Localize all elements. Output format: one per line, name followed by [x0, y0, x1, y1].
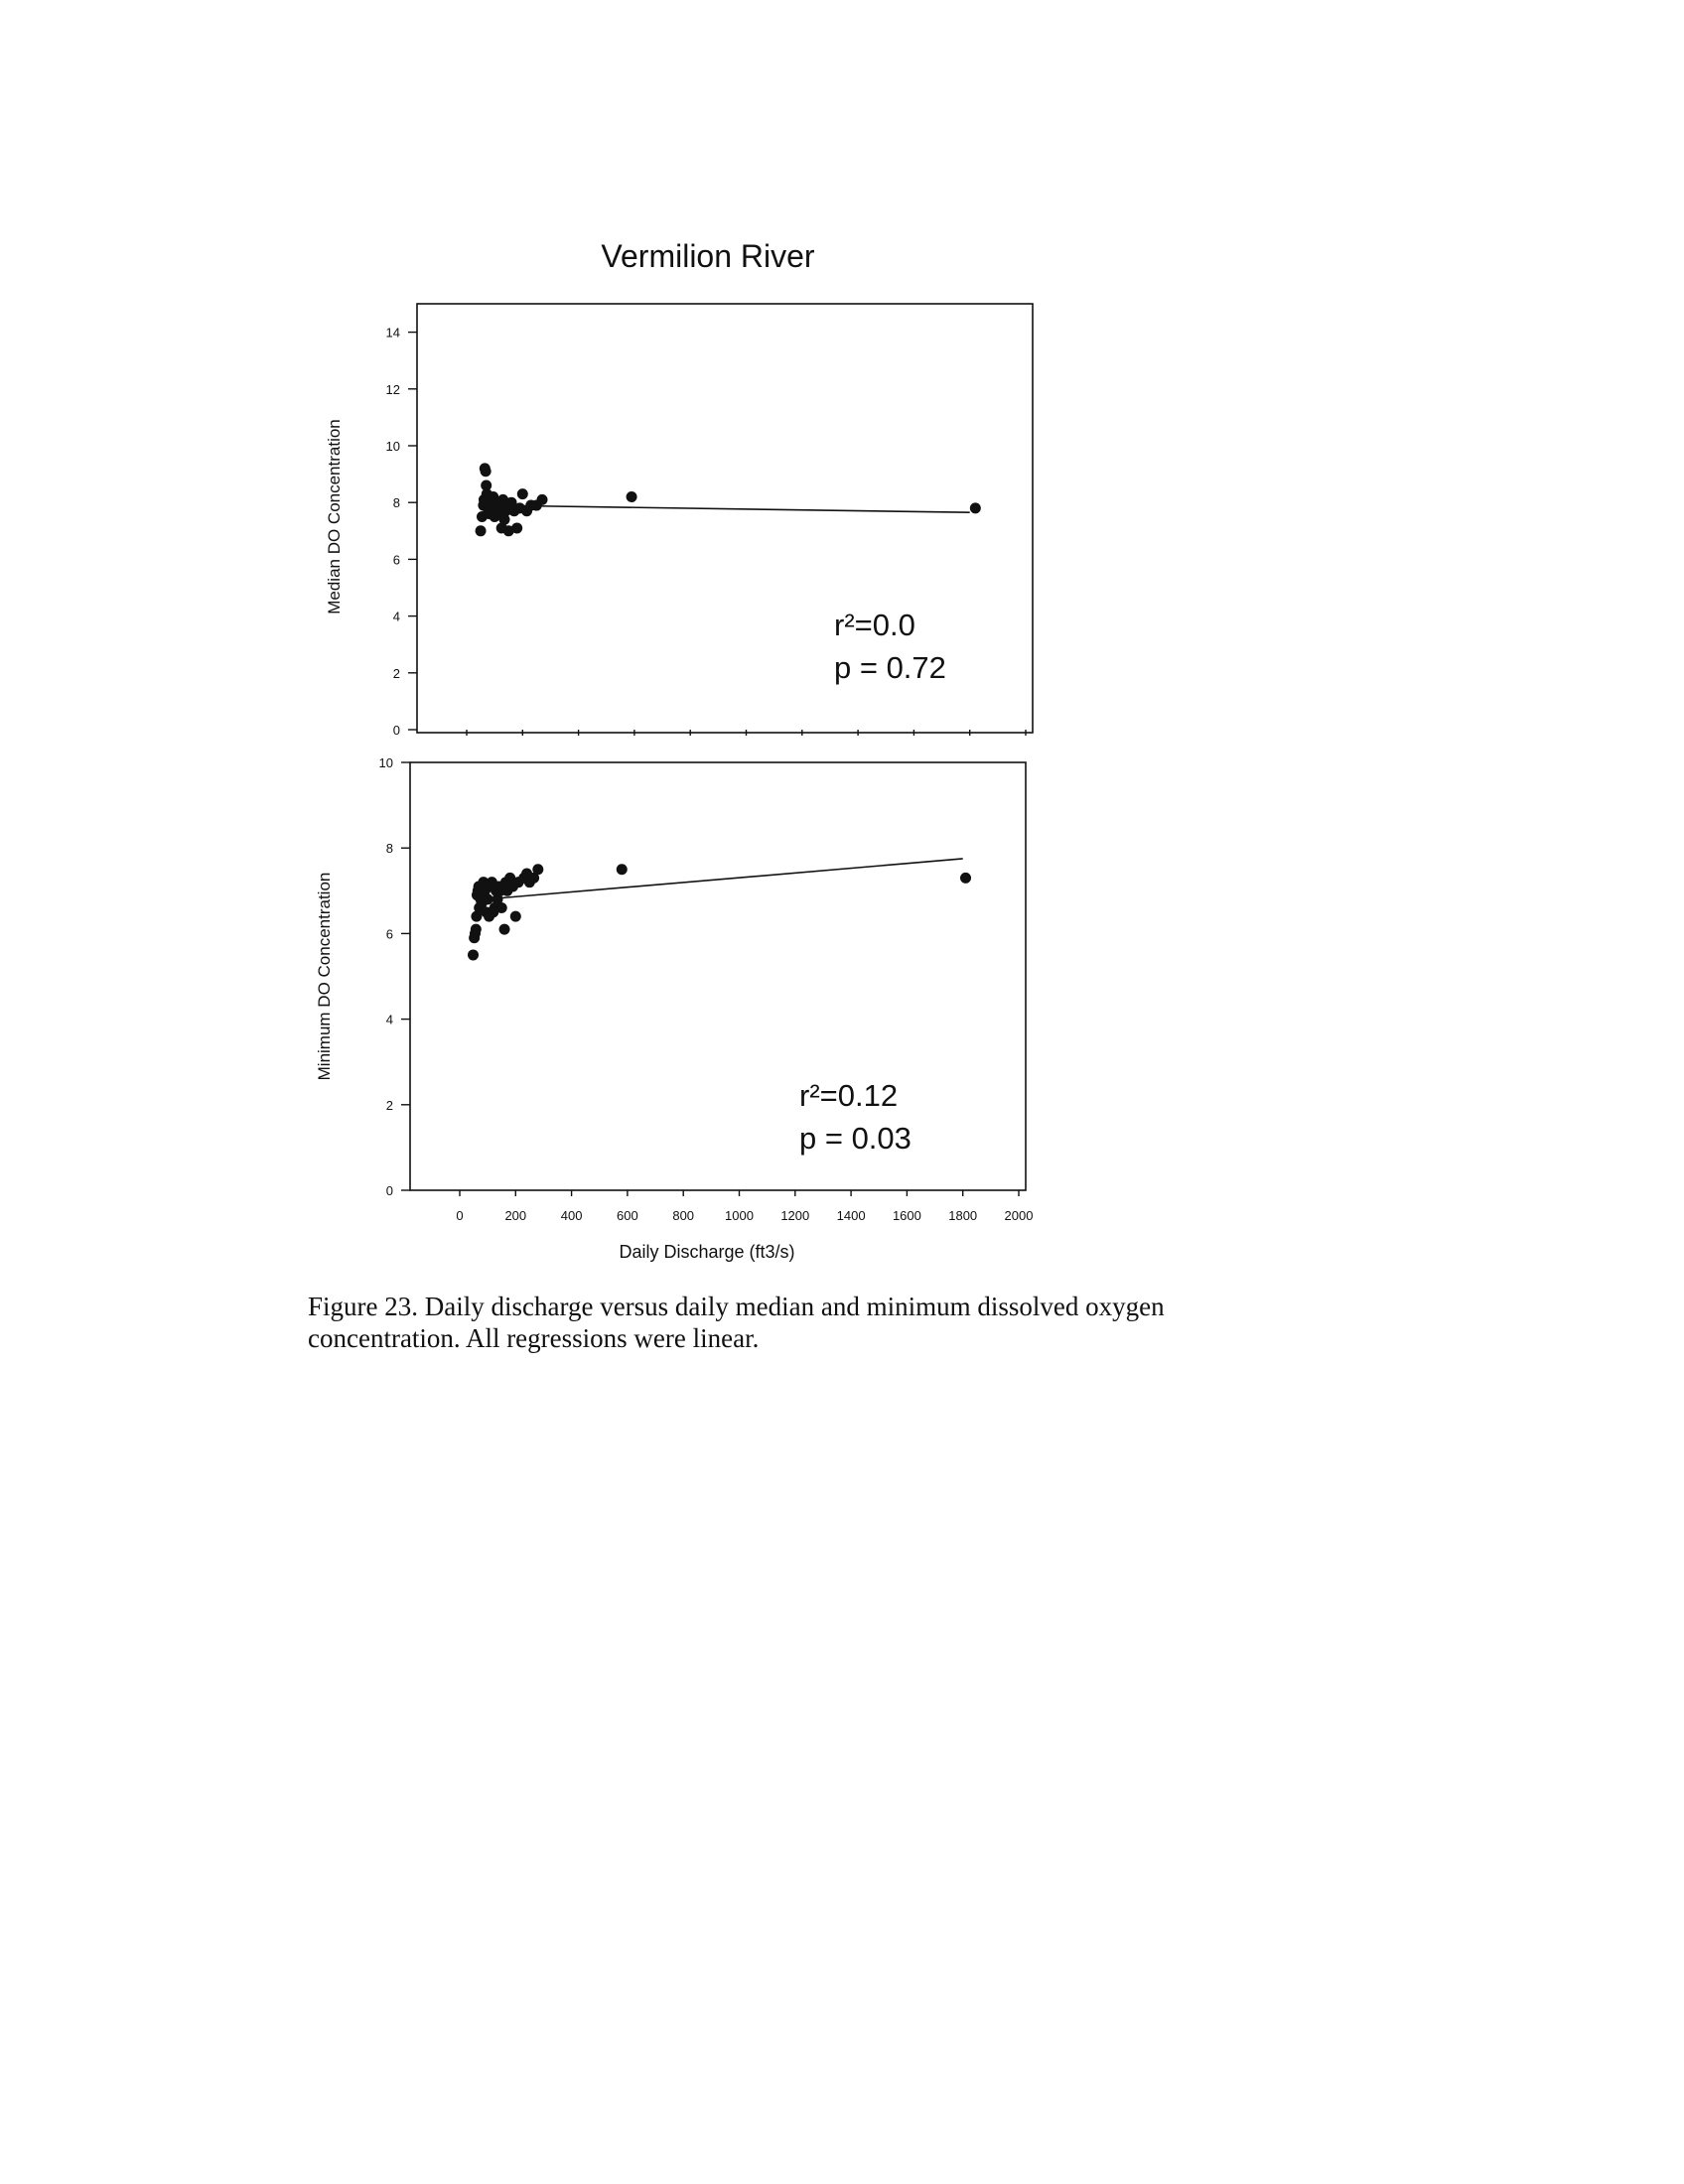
- p-value-label: p = 0.72: [834, 650, 946, 685]
- y-axis-label: Median DO Concentration: [325, 419, 344, 614]
- data-point: [496, 902, 507, 913]
- data-point: [476, 525, 487, 536]
- regression-line: [485, 859, 962, 899]
- r-squared-label: r²=0.12: [799, 1078, 899, 1113]
- y-tick-label: 6: [392, 552, 400, 568]
- data-point: [511, 522, 522, 533]
- r-squared-label: r²=0.0: [834, 608, 915, 642]
- x-tick-label: 1000: [725, 1208, 754, 1223]
- x-tick-label: 1200: [780, 1208, 810, 1223]
- data-point: [970, 502, 981, 513]
- plot-frame: [410, 762, 1026, 1190]
- x-tick-label: 400: [560, 1208, 583, 1223]
- x-tick-label: 1600: [892, 1208, 921, 1223]
- x-tick-label: 800: [672, 1208, 695, 1223]
- y-tick-label: 2: [392, 665, 400, 681]
- y-tick-label: 10: [385, 439, 400, 454]
- data-point: [517, 488, 528, 499]
- caption-line-1: Figure 23. Daily discharge versus daily median and minimum dissolved oxygen: [308, 1292, 1165, 1321]
- data-point: [481, 466, 491, 477]
- data-point: [471, 924, 482, 935]
- y-tick-label: 0: [385, 1183, 393, 1198]
- data-point: [960, 873, 971, 884]
- data-point: [617, 864, 628, 875]
- median-do-panel: [325, 304, 1033, 738]
- regression-line: [491, 505, 969, 512]
- x-tick-label: 1800: [948, 1208, 978, 1223]
- x-tick-label: 1400: [836, 1208, 866, 1223]
- p-value-label: p = 0.03: [799, 1121, 912, 1156]
- y-tick-label: 4: [385, 1012, 393, 1027]
- y-tick-label: 4: [392, 609, 400, 624]
- data-point: [532, 864, 543, 875]
- x-tick-label: 2000: [1004, 1208, 1034, 1223]
- x-tick-label: 200: [504, 1208, 527, 1223]
- x-axis-label: Daily Discharge (ft3/s): [619, 1242, 795, 1262]
- y-tick-label: 12: [385, 381, 400, 397]
- figure-caption: [308, 1291, 1340, 1354]
- y-axis-label: Minimum DO Concentration: [315, 872, 334, 1081]
- chart-title: Vermilion River: [601, 238, 815, 274]
- y-tick-label: 14: [385, 325, 400, 341]
- minimum-do-panel: [315, 755, 1033, 1223]
- data-point: [468, 949, 479, 960]
- x-tick-label: 600: [617, 1208, 638, 1223]
- y-tick-label: 6: [385, 926, 393, 942]
- data-point: [483, 893, 493, 904]
- data-point: [627, 491, 637, 502]
- y-tick-label: 0: [392, 723, 400, 738]
- y-tick-label: 8: [392, 495, 400, 511]
- y-tick-label: 8: [385, 841, 393, 857]
- data-point: [510, 911, 521, 922]
- caption-line-2: concentration. All regressions were linear.: [308, 1323, 760, 1353]
- data-point: [537, 494, 548, 505]
- x-tick-label: 0: [456, 1208, 464, 1223]
- y-tick-label: 2: [385, 1097, 393, 1113]
- y-tick-label: 10: [378, 755, 393, 770]
- data-point: [499, 924, 510, 935]
